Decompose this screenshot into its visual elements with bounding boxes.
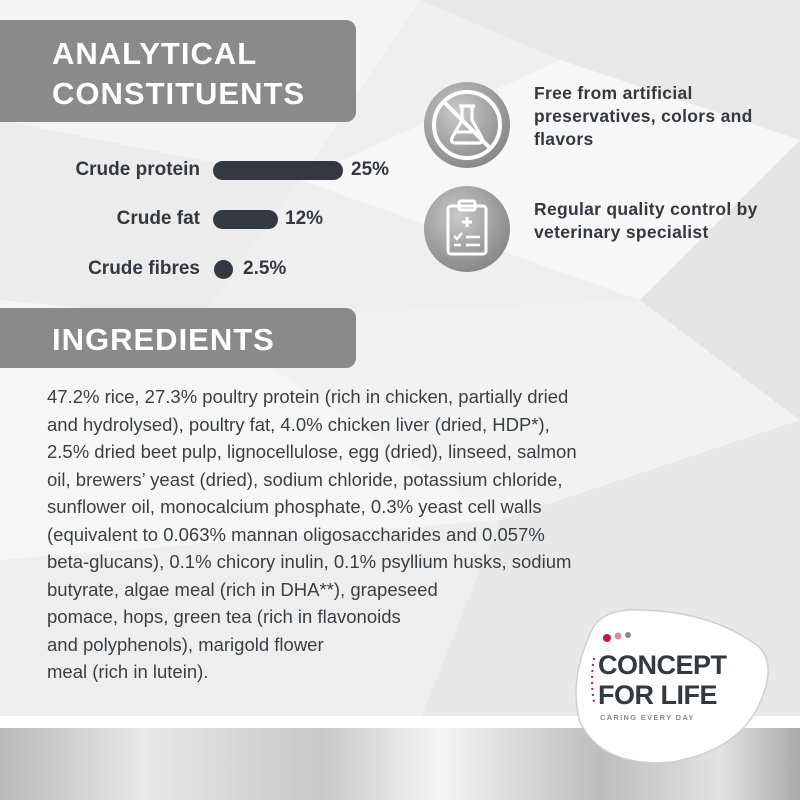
logo-dot-3	[625, 632, 631, 638]
logo-line2: FOR LIFE	[598, 680, 717, 710]
constituent-label: Crude fat	[116, 208, 200, 229]
constituent-label: Crude fibres	[88, 258, 200, 279]
logo-line1: CONCEPT	[598, 650, 727, 680]
constituent-value: 25%	[351, 159, 390, 180]
ingredients-line: oil, brewers’ yeast (dried), sodium chloride, potassium chloride,	[47, 468, 563, 490]
logo-tagline: CARING EVERY DAY	[600, 713, 695, 722]
logo-wordmark	[598, 650, 727, 710]
logo-dot-2	[615, 633, 622, 640]
constituent-row-fibres	[0, 256, 800, 282]
no-chemicals-flask-icon	[424, 82, 510, 168]
ingredients-title: INGREDIENTS	[52, 322, 275, 357]
ingredients-line: 47.2% rice, 27.3% poultry protein (rich in chicken, partially dried	[47, 386, 569, 407]
ingredients-line: sunflower oil, monocalcium phosphate, 0.3% yeast cell walls	[47, 496, 542, 517]
ingredients-line: beta-glucans), 0.1% chicory inulin, 0.1% psyllium husks, sodium	[47, 551, 572, 572]
constituent-bar	[213, 210, 278, 229]
constituent-label: Crude protein	[75, 159, 200, 180]
ingredients-line: 2.5% dried beet pulp, lignocellulose, egg (dried), linseed, salmon	[47, 441, 577, 462]
ingredients-banner	[0, 308, 356, 368]
constituent-bar	[214, 260, 233, 279]
ingredients-line: butyrate, algae meal (rich in DHA**), grapeseed	[47, 578, 438, 600]
constituent-row-protein	[0, 157, 800, 183]
feature-text-quality-control: Regular quality control by veterinary specialist	[534, 199, 758, 242]
ingredients-line: pomace, hops, green tea (rich in flavonoids	[47, 606, 401, 627]
constituent-value: 2.5%	[243, 258, 287, 279]
ingredients-line: and polyphenols), marigold flower	[47, 633, 324, 655]
ingredients-line: and hydrolysed), poultry fat, 4.0% chicken liver (dried, HDP*),	[47, 413, 550, 435]
analytical-constituents-banner	[0, 20, 356, 122]
ingredients-line: (equivalent to 0.063% mannan oligosaccharides and 0.057%	[47, 523, 545, 545]
logo-dot-1	[603, 634, 611, 642]
feature-text-no-artificial: Free from artificial preservatives, colors and flavors	[534, 83, 753, 149]
banner-title-line2: CONSTITUENTS	[52, 76, 306, 111]
constituent-value: 12%	[285, 208, 324, 229]
banner-title-line1: ANALYTICAL	[52, 36, 258, 71]
constituent-bar	[213, 161, 343, 180]
veterinary-clipboard-icon	[424, 186, 510, 272]
ingredients-line: meal (rich in lutein).	[47, 661, 209, 682]
